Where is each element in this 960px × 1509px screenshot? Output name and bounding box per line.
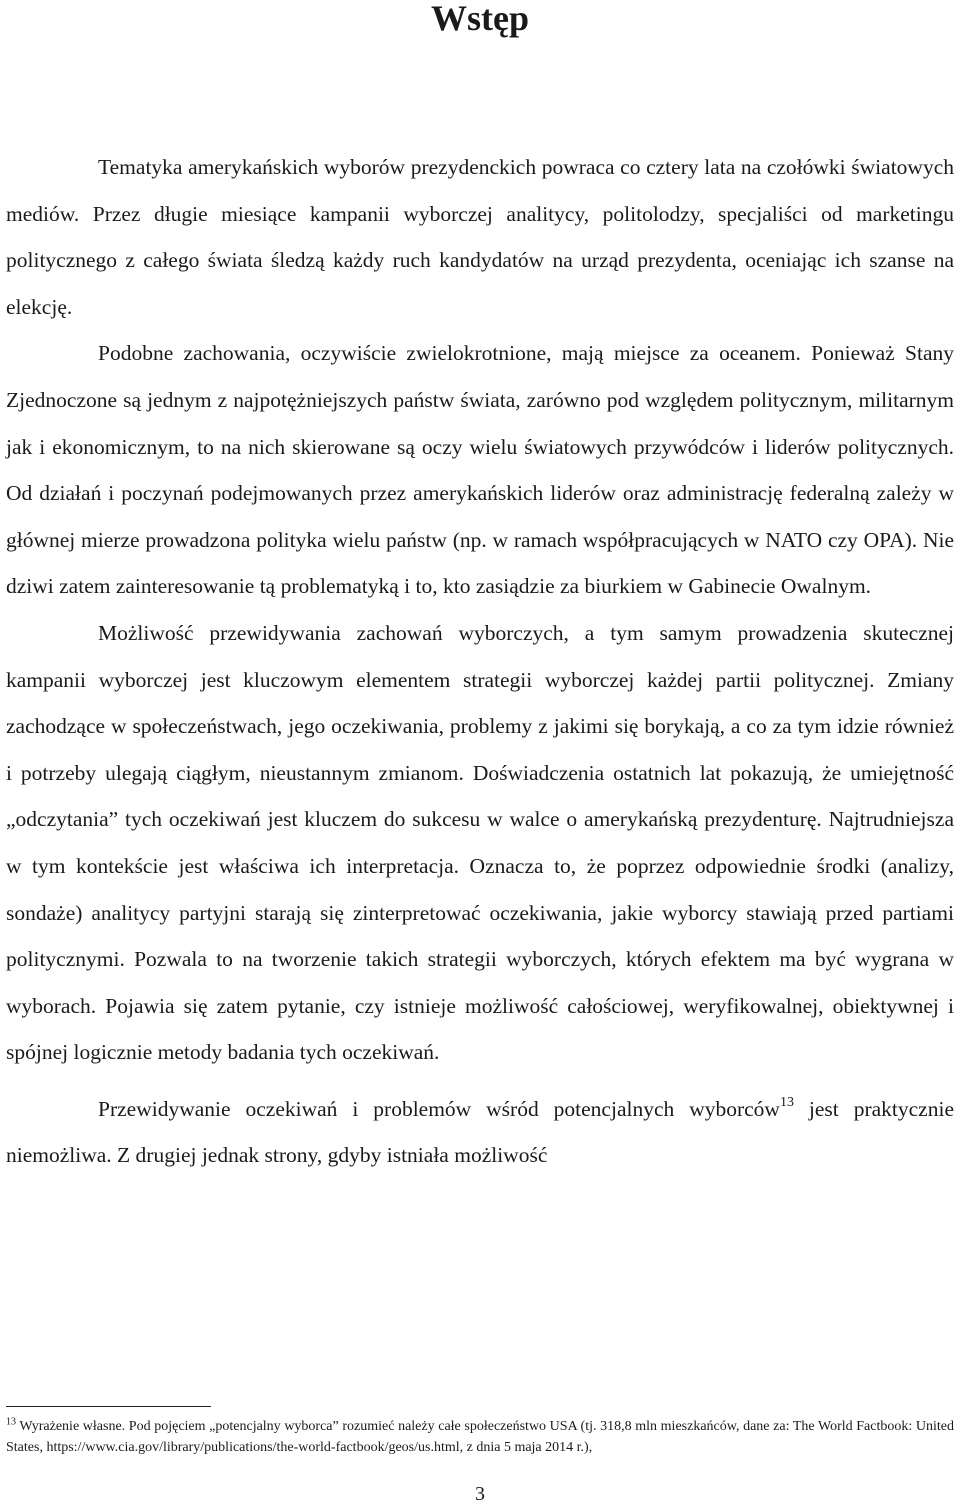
paragraph-4-end: jest praktycznie niemożliwa. Z drugiej jednak strony, gdyby istniała możliwość [6, 1096, 954, 1168]
paragraph-3: Możliwość przewidywania zachowań wyborczych, a tym samym prowadzenia skutecznej kampanii wyborczej jest kluczowym elementem strategii wyborczej każdej partii politycznej. Zmiany zachodzące w społeczeństwach, jego oczekiwania, problemy z jakimi się borykają, a co za tym idzie również i potrzeby ulegają ciągłym, nieustannym zmianom. Doświadczenia ostatnich lat pokazują, że umiejętność „odczytania” tych oczekiwań jest kluczem do sukcesu w walce o amerykańską prezydenturę. Najtrudniejsza w tym kontekście jest właściwa ich interpretacja. Oznacza to, że poprzez odpowiednie środki (analizy, sondaże) analitycy partyjni starają się zinterpretować oczekiwania, jakie wyborcy stawiają przed partiami politycznymi. Pozwala to na tworzenie takich strategii wyborczych, których efektem ma być wygrana w wyborach. Pojawia się zatem pytanie, czy istnieje możliwość całościowej, weryfikowalnej, obiektywnej i spójnej logicznie metody badania tych oczekiwań. [6, 620, 954, 1065]
footnote-number: 13 [6, 1416, 16, 1428]
footnote-separator [6, 1406, 211, 1407]
page-title: Wstęp [431, 0, 529, 38]
paragraph-1: Tematyka amerykańskich wyborów prezydenckich powraca co cztery lata na czołówki światowych mediów. Przez długie miesiące kampanii wyborczej analitycy, politolodzy, specjaliści od marketingu politycznego z całego świata śledzą każdy ruch kandydatów na urząd prezydenta, oceniając ich szanse na elekcję. [6, 155, 954, 319]
footnote-reference[interactable]: 13 [779, 1094, 794, 1110]
body-text [6, 144, 954, 1179]
paragraph-4-start: Przewidywanie oczekiwań i problemów wśród potencjalnych wyborców [98, 1096, 780, 1121]
page-number: 3 [475, 1483, 485, 1505]
footnote-text: Wyrażenie własne. Pod pojęciem „potencjalny wyborca” rozumieć należy całe społeczeństwo USA (tj. 318,8 mln mieszkańców, dane za: The World Factbook: United States, https://www.cia.gov/library/publications/the-world-factbook/geos/us.html, z dnia 5 maja 2014 r.), [6, 1419, 954, 1455]
paragraph-4 [6, 1086, 954, 1179]
footnote [6, 1416, 954, 1458]
paragraph-2: Podobne zachowania, oczywiście zwielokrotnione, mają miejsce za oceanem. Ponieważ Stany Zjednoczone są jednym z najpotężniejszych państw świata, zarówno pod względem politycznym, militarnym jak i ekonomicznym, to na nich skierowane są oczy wielu światowych przywódców i liderów politycznych. Od działań i poczynań podejmowanych przez amerykańskich liderów oraz administrację federalną zależy w głównej mierze prowadzona polityka wielu państw (np. w ramach współpracujących w NATO czy OPA). Nie dziwi zatem zainteresowanie tą problematyką i to, kto zasiądzie za biurkiem w Gabinecie Owalnym. [6, 341, 954, 599]
